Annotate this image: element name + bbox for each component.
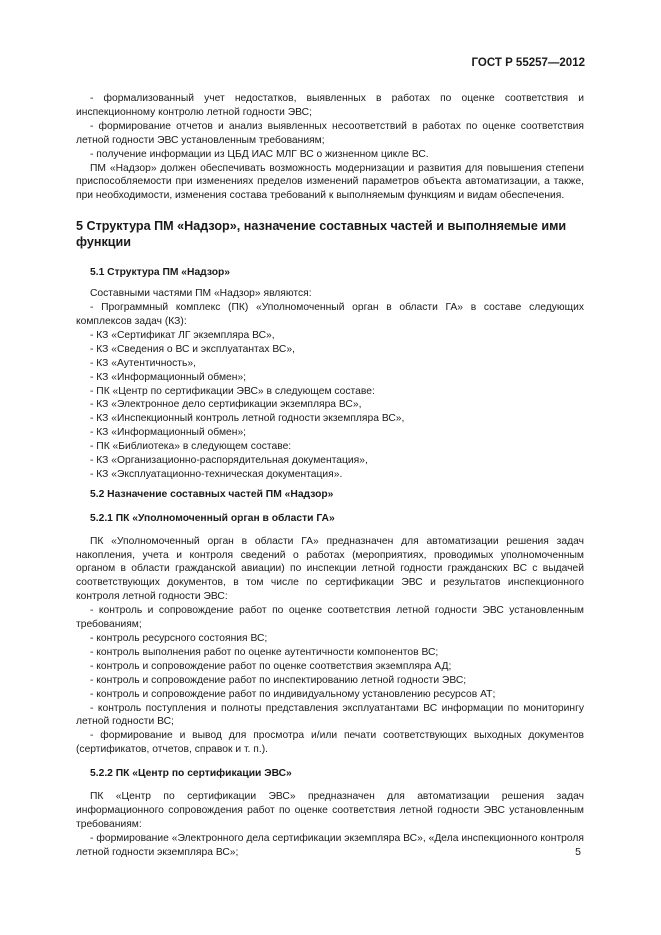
paragraph: - формирование отчетов и анализ выявленных несоответствий в работах по оценке соответствия летной годности ЭВС установленным требованиям; xyxy=(76,120,584,146)
paragraph: - КЗ «Инспекционный контроль летной годности экземпляра ВС», xyxy=(90,413,405,425)
subsubsection-heading: 5.2.1 ПК «Уполномоченный орган в области ГА» xyxy=(90,512,335,524)
subsection-heading: 5.1 Структура ПМ «Надзор» xyxy=(90,267,231,279)
section-heading: 5 Структура ПМ «Надзор», назначение составных частей и выполняемые ими функции xyxy=(76,219,567,250)
paragraph: - КЗ «Информационный обмен»; xyxy=(90,371,247,383)
subsection-heading: 5.2 Назначение составных частей ПМ «Надзор» xyxy=(90,488,334,500)
paragraph: - контроль и сопровождение работ по оценке соответствия летной годности ЭВС установленным требованиям; xyxy=(76,605,584,631)
page-number: 5 xyxy=(575,846,581,858)
paragraph: ПМ «Надзор» должен обеспечивать возможность модернизации и развития для повышения степени приспособляемости при изменениях пределов изменений параметров объекта автоматизации, а также, при необходимости, изменения состава требований к выполняемым функциям и видам обеспечения. xyxy=(76,162,584,202)
paragraph: - контроль ресурсного состояния ВС; xyxy=(90,633,268,644)
paragraph: - КЗ «Эксплуатационно-техническая документация». xyxy=(90,468,343,480)
document-code: ГОСТ Р 55257—2012 xyxy=(471,57,585,69)
paragraph: ПК «Уполномоченный орган в области ГА» предназначен для автоматизации решения задач накопления, учета и контроля сведений о работах (мероприятиях, проводимых уполномоченным органом в области гражданской авиации) по инспекции летной годности гражданских ВС с выдачей соответствующих документов, в том числе по сертификации ЭВС и результатов инспекционного контроля летной годности ЭВС: xyxy=(76,535,584,603)
paragraph: - КЗ «Аутентичность», xyxy=(90,357,196,369)
paragraph: - формализованный учет недостатков, выявленных в работах по оценке соответствия и инспекционному контролю летной годности ЭВС; xyxy=(76,93,584,118)
paragraph: - ПК «Центр по сертификации ЭВС» в следующем составе: xyxy=(90,385,375,397)
subsubsection-heading: 5.2.2 ПК «Центр по сертификации ЭВС» xyxy=(90,768,292,780)
paragraph: - КЗ «Электронное дело сертификации экземпляра ВС», xyxy=(90,399,362,411)
paragraph: - формирование «Электронного дела сертификации экземпляра ВС», «Дела инспекционного контроля летной годности экземпляра ВС»; xyxy=(76,832,584,858)
paragraph: - ПК «Библиотека» в следующем составе: xyxy=(90,441,292,453)
paragraph: - контроль и сопровождение работ по инспектированию летной годности ЭВС; xyxy=(90,674,467,686)
paragraph: ПК «Центр по сертификации ЭВС» предназначен для автоматизации решения задач информационного сопровождения работ по оценке соответствия летной годности ЭВС установленным требованиям: xyxy=(76,791,584,830)
paragraph: - Программный комплекс (ПК) «Уполномоченный орган в области ГА» в составе следующих комплексов задач (КЗ): xyxy=(76,302,584,327)
paragraph: - формирование и вывод для просмотра и/или печати соответствующих выходных документов (сертификатов, отчетов, справок и т. п.). xyxy=(76,730,584,756)
paragraph: - КЗ «Сведения о ВС и эксплуатантах ВС», xyxy=(90,343,295,355)
paragraph: - КЗ «Организационно-распорядительная документация», xyxy=(90,455,368,467)
document-body xyxy=(76,92,584,860)
paragraph: - контроль и сопровождение работ по оценке соответствия экземпляра АД; xyxy=(90,660,452,672)
paragraph: - контроль поступления и полноты представления эксплуатантами ВС информации по мониторингу летной годности ВС; xyxy=(76,702,584,728)
paragraph: - получение информации из ЦБД ИАС МЛГ ВС о жизненном цикле ВС. xyxy=(90,148,429,160)
paragraph: - КЗ «Сертификат ЛГ экземпляра ВС», xyxy=(90,329,275,341)
paragraph: - контроль выполнения работ по оценке аутентичности компонентов ВС; xyxy=(90,646,439,658)
paragraph: - контроль и сопровождение работ по индивидуальному установлению ресурсов АТ; xyxy=(90,688,496,700)
paragraph: - КЗ «Информационный обмен»; xyxy=(90,427,247,439)
paragraph: Составными частями ПМ «Надзор» являются: xyxy=(90,288,312,300)
